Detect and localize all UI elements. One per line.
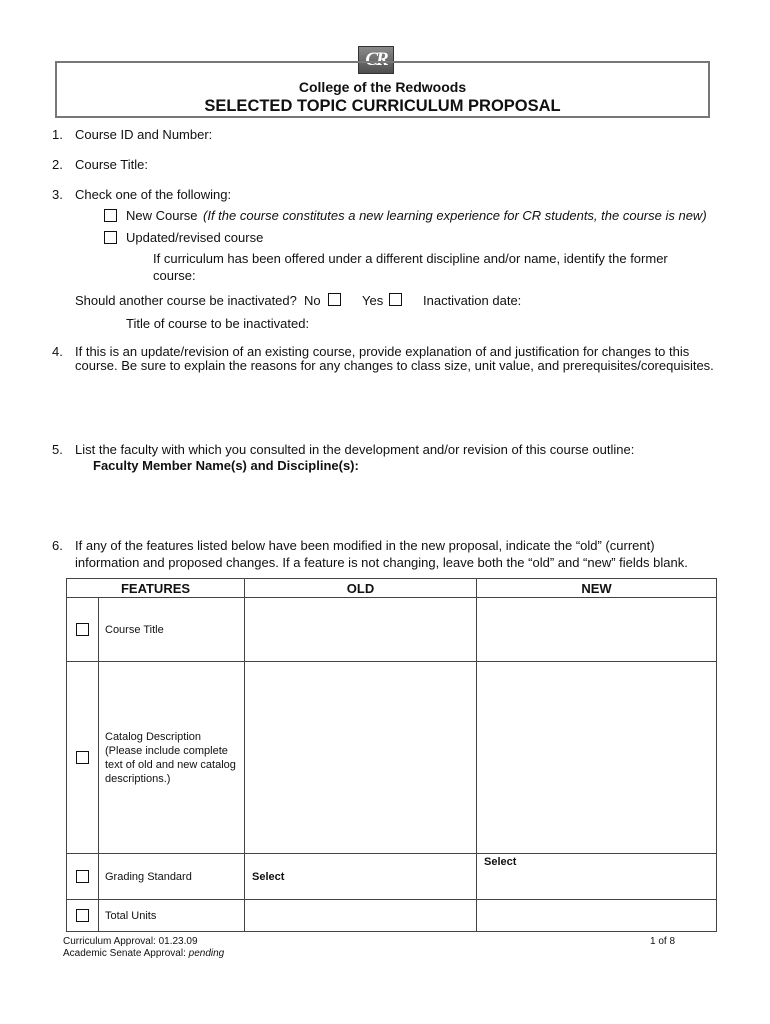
new-course-note: (If the course constitutes a new learning experience for CR students, the course is new) (203, 208, 707, 223)
q2-number: 2. (52, 157, 63, 172)
total-units-old-field[interactable] (245, 900, 477, 932)
no-label: No (304, 293, 321, 308)
catalog-description-checkbox[interactable] (76, 751, 89, 764)
curriculum-approval: Curriculum Approval: 01.23.09 (63, 936, 198, 947)
grading-check-cell (67, 854, 99, 900)
header-features: FEATURES (67, 579, 245, 598)
college-logo: CR (358, 46, 394, 74)
inactivate-question: Should another course be inactivated? (75, 293, 297, 308)
page-number: 1 of 8 (650, 936, 676, 947)
q1-label: Course ID and Number: (75, 127, 213, 142)
new-course-checkbox[interactable] (104, 209, 117, 222)
q3-label: Check one of the following: (75, 187, 232, 202)
q5-number: 5. (52, 442, 63, 457)
updated-course-checkbox[interactable] (104, 231, 117, 244)
inactivation-date-label: Inactivation date: (423, 293, 522, 308)
q6-number: 6. (52, 538, 63, 553)
q4-line2: course. Be sure to explain the reasons for any changes to class size, unit value, and prerequisites/corequisites. (75, 358, 714, 373)
catalog-description-label (99, 662, 245, 854)
page-title: SELECTED TOPIC CURRICULUM PROPOSAL (204, 97, 561, 115)
catalog-check-cell (67, 662, 99, 854)
table-row (67, 854, 717, 900)
q6-line1: If any of the features listed below have been modified in the new proposal, indicate the “old” (current) (75, 538, 655, 553)
course-title-old-field[interactable] (245, 598, 477, 662)
catalog-old-field[interactable] (245, 662, 477, 854)
q3-number: 3. (52, 187, 63, 202)
grading-standard-checkbox[interactable] (76, 870, 89, 883)
units-check-cell (67, 900, 99, 932)
q5-line1: List the faculty with which you consulted in the development and/or revision of this course outline: (75, 442, 635, 457)
q4-line1: If this is an update/revision of an existing course, provide explanation of and justification for changes to this (75, 344, 690, 359)
table-row (67, 662, 717, 854)
course-title-check-cell (67, 598, 99, 662)
catalog-new-field[interactable] (477, 662, 717, 854)
no-checkbox[interactable] (328, 293, 341, 306)
catalog-label-line: Catalog Description (105, 730, 201, 743)
grading-standard-label: Grading Standard (99, 854, 245, 900)
senate-approval (63, 948, 224, 960)
table-header-row (67, 579, 717, 598)
q6-line2: information and proposed changes. If a feature is not changing, leave both the “old” and “new” fields blank. (75, 555, 688, 570)
grading-new-select[interactable]: Select (477, 854, 717, 900)
q4-number: 4. (52, 344, 63, 359)
new-course-label: New Course (126, 208, 198, 223)
catalog-label-line: (Please include complete (105, 744, 228, 757)
college-name: College of the Redwoods (298, 79, 467, 95)
course-title-label: Course Title (99, 598, 245, 662)
senate-approval-label: Academic Senate Approval: (63, 948, 186, 959)
yes-label: Yes (362, 293, 384, 308)
table-row (67, 598, 717, 662)
header-old: OLD (245, 579, 477, 598)
total-units-label: Total Units (99, 900, 245, 932)
q2-label: Course Title: (75, 157, 148, 172)
title-inactivated-label: Title of course to be inactivated: (126, 316, 310, 331)
yes-checkbox[interactable] (389, 293, 402, 306)
updated-course-label: Updated/revised course (126, 230, 264, 245)
former-course-line1: If curriculum has been offered under a different discipline and/or name, identify the former (153, 251, 668, 266)
table-row (67, 900, 717, 932)
header-box (55, 61, 710, 118)
grading-old-select[interactable]: Select (245, 854, 477, 900)
faculty-label: Faculty Member Name(s) and Discipline(s): (93, 458, 359, 473)
features-table (66, 578, 717, 932)
catalog-label-line: text of old and new catalog (105, 758, 236, 771)
total-units-new-field[interactable] (477, 900, 717, 932)
former-course-line2: course: (153, 268, 196, 283)
header-new: NEW (477, 579, 717, 598)
course-title-checkbox[interactable] (76, 623, 89, 636)
senate-approval-value: pending (188, 948, 225, 959)
catalog-label-line: descriptions.) (105, 772, 171, 785)
total-units-checkbox[interactable] (76, 909, 89, 922)
course-title-new-field[interactable] (477, 598, 717, 662)
q1-number: 1. (52, 127, 63, 142)
